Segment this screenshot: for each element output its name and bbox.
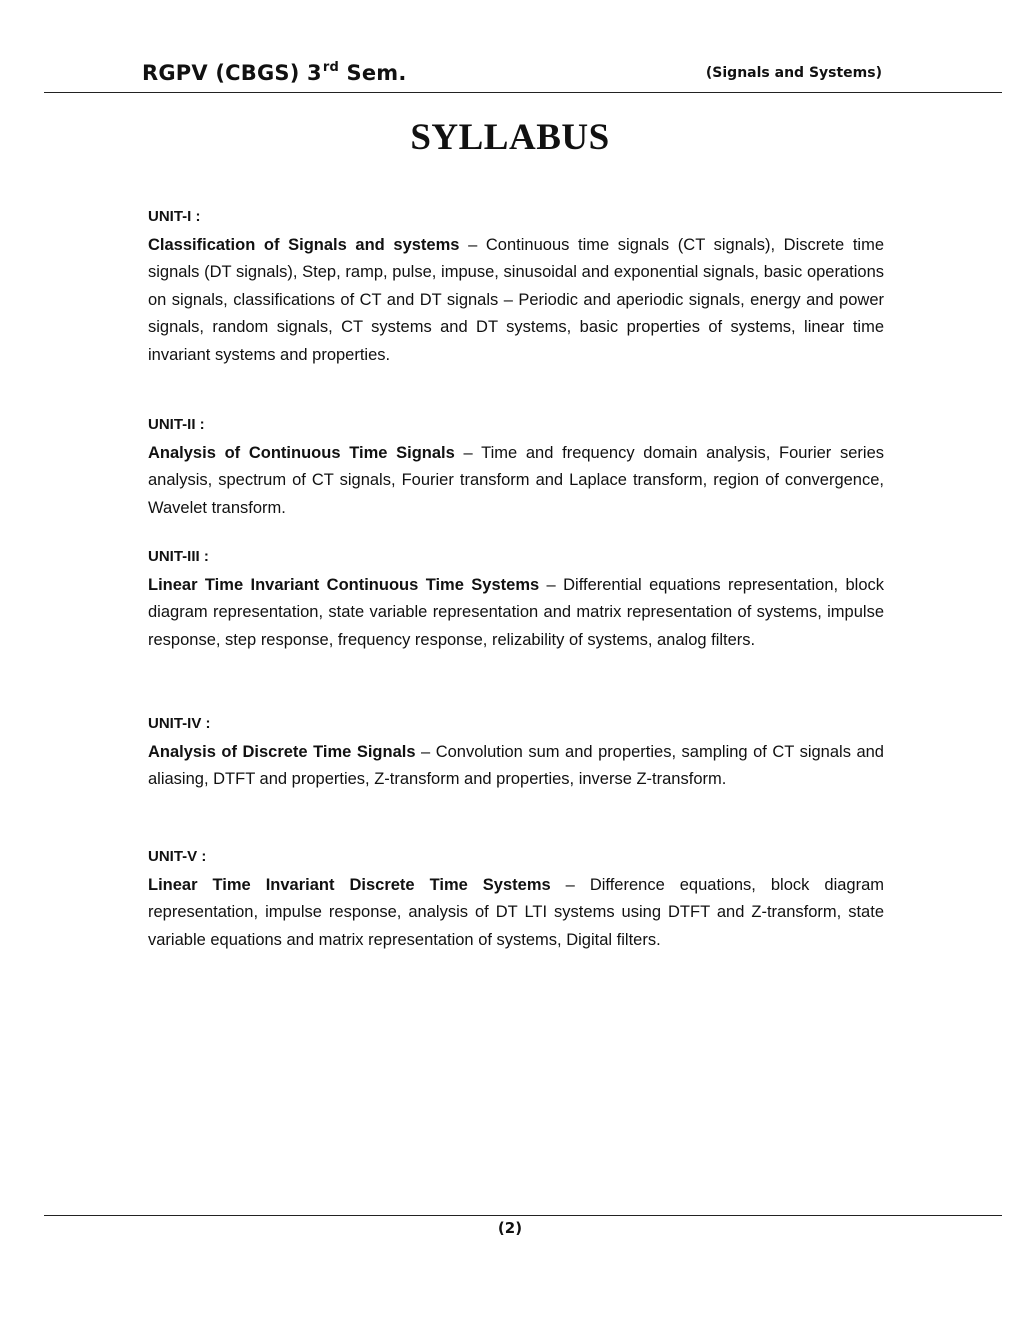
unit-label: UNIT-III :	[148, 548, 209, 565]
unit-heading: Linear Time Invariant Continuous Time Systems	[148, 575, 540, 594]
unit-label: UNIT-V :	[148, 848, 207, 865]
unit-text: – Convolution sum and properties, sampling of CT signals and aliasing, DTFT and properties, Z-transform and properties, inverse Z-transform.	[148, 742, 884, 789]
unit-label: UNIT-II :	[148, 416, 205, 433]
unit-text: – Time and frequency domain analysis, Fourier series analysis, spectrum of CT signals, Fourier transform and Laplace transform, region of convergence, Wavelet transform.	[148, 443, 885, 517]
header-subject: (Signals and Systems)	[705, 65, 882, 81]
header-course-prefix: RGPV (CBGS) 3	[142, 61, 322, 85]
unit-text: – Continuous time signals (CT signals), Discrete time signals (DT signals), Step, ramp, pulse, impuse, sinusoidal and exponential signals, basic operations on signals, classifications of CT and DT signals – Periodic and aperiodic signals, energy and power signals, random signals, CT systems and DT systems, basic properties of systems, linear time invariant systems and properties.	[148, 235, 884, 364]
unit-2	[148, 411, 884, 522]
unit-description	[148, 440, 884, 523]
unit-5	[148, 843, 884, 954]
unit-text: – Differential equations representation, block diagram representation, state variable representation and matrix representation of systems, impulse response, step response, frequency response, relizability of systems, analog filters.	[148, 575, 884, 649]
unit-description	[148, 872, 884, 955]
unit-description	[148, 739, 884, 794]
unit-heading: Linear Time Invariant Discrete Time Systems	[148, 875, 551, 894]
unit-heading: Analysis of Discrete Time Signals	[148, 742, 416, 761]
header-course-sup: rd	[322, 60, 339, 75]
unit-description	[148, 232, 884, 370]
unit-heading: Analysis of Continuous Time Signals	[148, 443, 455, 462]
page-number: (2)	[497, 1219, 523, 1237]
unit-label: UNIT-IV :	[148, 715, 211, 732]
unit-text: – Difference equations, block diagram representation, impulse response, analysis of DT LTI systems using DTFT and Z-transform, state variable equations and matrix representation of systems, Digital filters.	[148, 875, 885, 949]
header-course	[142, 60, 407, 85]
unit-1	[148, 203, 884, 370]
unit-description	[148, 572, 884, 655]
unit-4	[148, 710, 884, 794]
unit-label: UNIT-I :	[148, 208, 201, 225]
page-title: SYLLABUS	[410, 117, 610, 158]
footer-divider	[44, 1215, 1002, 1216]
page-header	[44, 56, 1002, 93]
unit-3	[148, 543, 884, 654]
unit-heading: Classification of Signals and systems	[148, 235, 460, 254]
header-course-suffix: Sem.	[338, 61, 407, 85]
